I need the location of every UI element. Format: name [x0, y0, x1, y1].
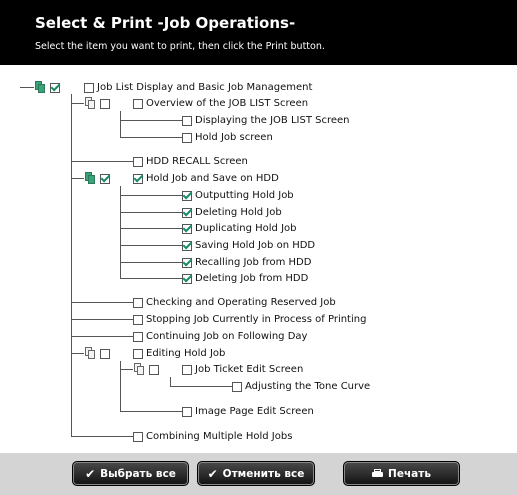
- tree-item-label: Job Ticket Edit Screen: [195, 364, 304, 375]
- tree-line: [20, 87, 34, 88]
- checkbox[interactable]: [232, 382, 242, 392]
- tree-item[interactable]: [133, 171, 279, 186]
- tree-item[interactable]: [182, 404, 314, 419]
- tree-line: [120, 262, 182, 263]
- tree-line: [120, 111, 121, 137]
- tree-line: [120, 278, 182, 279]
- select-all-label: Выбрать все: [100, 467, 176, 480]
- group-checkbox[interactable]: [100, 171, 110, 186]
- tree-item-label: Deleting Job from HDD: [195, 273, 309, 284]
- page-title: Select & Print -Job Operations-: [35, 14, 296, 32]
- tree-line: [71, 161, 133, 162]
- check-icon: ✔: [85, 466, 96, 481]
- group-checkbox[interactable]: [100, 96, 110, 111]
- tree-item[interactable]: [182, 271, 308, 286]
- checkbox[interactable]: [133, 99, 143, 109]
- tree-item-label: Image Page Edit Screen: [195, 406, 314, 417]
- tree-line: [71, 319, 133, 320]
- select-all-button[interactable]: [72, 461, 189, 486]
- checkbox[interactable]: [182, 224, 192, 234]
- tree-line: [71, 336, 133, 337]
- tree-line: [71, 353, 84, 354]
- tree-item[interactable]: [133, 295, 336, 310]
- tree-item-root[interactable]: [84, 80, 312, 95]
- tree-item[interactable]: [182, 205, 282, 220]
- tree-line: [120, 186, 121, 278]
- checkbox[interactable]: [182, 274, 192, 284]
- button-bar: [0, 453, 517, 495]
- checkbox[interactable]: [182, 116, 192, 126]
- tree-item-label: Displaying the JOB LIST Screen: [195, 115, 350, 126]
- tree-item[interactable]: [182, 130, 273, 145]
- tree-line: [170, 386, 232, 387]
- tree-item[interactable]: [133, 346, 225, 361]
- tree-item-label: Checking and Operating Reserved Job: [146, 297, 336, 308]
- tree-line: [120, 369, 133, 370]
- tree-item[interactable]: [182, 255, 311, 270]
- checkbox[interactable]: [182, 407, 192, 417]
- tree-item[interactable]: [133, 154, 248, 169]
- checkbox[interactable]: [182, 365, 192, 375]
- tree-item-label: Editing Hold Job: [146, 348, 226, 359]
- group-checkbox[interactable]: [50, 80, 60, 95]
- checkbox[interactable]: [84, 83, 94, 93]
- tree-item[interactable]: [232, 379, 370, 394]
- tree-line: [120, 137, 182, 138]
- tree-item[interactable]: [182, 113, 350, 128]
- tree-line: [120, 245, 182, 246]
- checkbox[interactable]: [133, 157, 143, 167]
- tree-item-label: Deleting Hold Job: [195, 207, 282, 218]
- tree-line: [170, 377, 171, 386]
- tree-line: [120, 195, 182, 196]
- tree-item-label: Stopping Job Currently in Process of Printing: [146, 314, 367, 325]
- tree-item[interactable]: [182, 362, 303, 377]
- tree-line: [120, 228, 182, 229]
- checkbox[interactable]: [133, 315, 143, 325]
- tree-item-label: Overview of the JOB LIST Screen: [146, 98, 309, 109]
- print-label: Печать: [388, 467, 431, 480]
- tree-item-label: Continuing Job on Following Day: [146, 331, 308, 342]
- tree-line: [120, 120, 182, 121]
- tree-item-label: Hold Job screen: [195, 132, 273, 143]
- printer-icon: [372, 469, 383, 478]
- tree-item-label: Outputting Hold Job: [195, 190, 294, 201]
- folder-icon[interactable]: [35, 81, 51, 94]
- page-subtitle: Select the item you want to print, then click the Print button.: [35, 41, 325, 52]
- tree-item[interactable]: [133, 312, 366, 327]
- tree-line: [71, 436, 133, 437]
- tree-item[interactable]: [182, 238, 315, 253]
- tree-item[interactable]: [182, 188, 294, 203]
- tree-line: [120, 212, 182, 213]
- folder-icon[interactable]: [85, 97, 101, 110]
- tree-line: [71, 94, 72, 436]
- deselect-all-button[interactable]: [197, 461, 315, 486]
- tree-line: [71, 103, 84, 104]
- tree-item-label: Adjusting the Tone Curve: [245, 381, 371, 392]
- tree-item[interactable]: [133, 429, 292, 444]
- tree-item-label: Saving Hold Job on HDD: [195, 240, 316, 251]
- check-icon: ✔: [207, 466, 218, 481]
- tree-item-label: HDD RECALL Screen: [146, 156, 248, 167]
- folder-icon[interactable]: [85, 172, 101, 185]
- group-checkbox[interactable]: [100, 346, 110, 361]
- tree-item-label: Recalling Job from HDD: [195, 257, 312, 268]
- deselect-all-label: Отменить все: [222, 467, 305, 480]
- checkbox[interactable]: [133, 174, 143, 184]
- tree-item[interactable]: [182, 221, 297, 236]
- checkbox[interactable]: [182, 133, 192, 143]
- checkbox[interactable]: [182, 208, 192, 218]
- tree-item[interactable]: [133, 329, 307, 344]
- header: [0, 0, 517, 65]
- group-checkbox[interactable]: [149, 362, 159, 377]
- checkbox[interactable]: [133, 332, 143, 342]
- tree-item-label: Combining Multiple Hold Jobs: [146, 431, 293, 442]
- tree-item[interactable]: [133, 96, 308, 111]
- tree-item-label: Duplicating Hold Job: [195, 223, 297, 234]
- checkbox[interactable]: [133, 432, 143, 442]
- tree-line: [71, 302, 133, 303]
- tree-item-label: Job List Display and Basic Job Management: [97, 82, 313, 93]
- tree-line: [71, 178, 84, 179]
- checkbox[interactable]: [182, 191, 192, 201]
- checkbox[interactable]: [133, 298, 143, 308]
- tree-view: [0, 65, 517, 453]
- folder-icon[interactable]: [85, 347, 101, 360]
- checkbox[interactable]: [182, 258, 192, 268]
- tree-item-label: Hold Job and Save on HDD: [146, 173, 279, 184]
- folder-icon[interactable]: [134, 363, 150, 376]
- tree-line: [120, 411, 182, 412]
- checkbox[interactable]: [182, 241, 192, 251]
- checkbox[interactable]: [133, 349, 143, 359]
- print-button[interactable]: [343, 461, 460, 486]
